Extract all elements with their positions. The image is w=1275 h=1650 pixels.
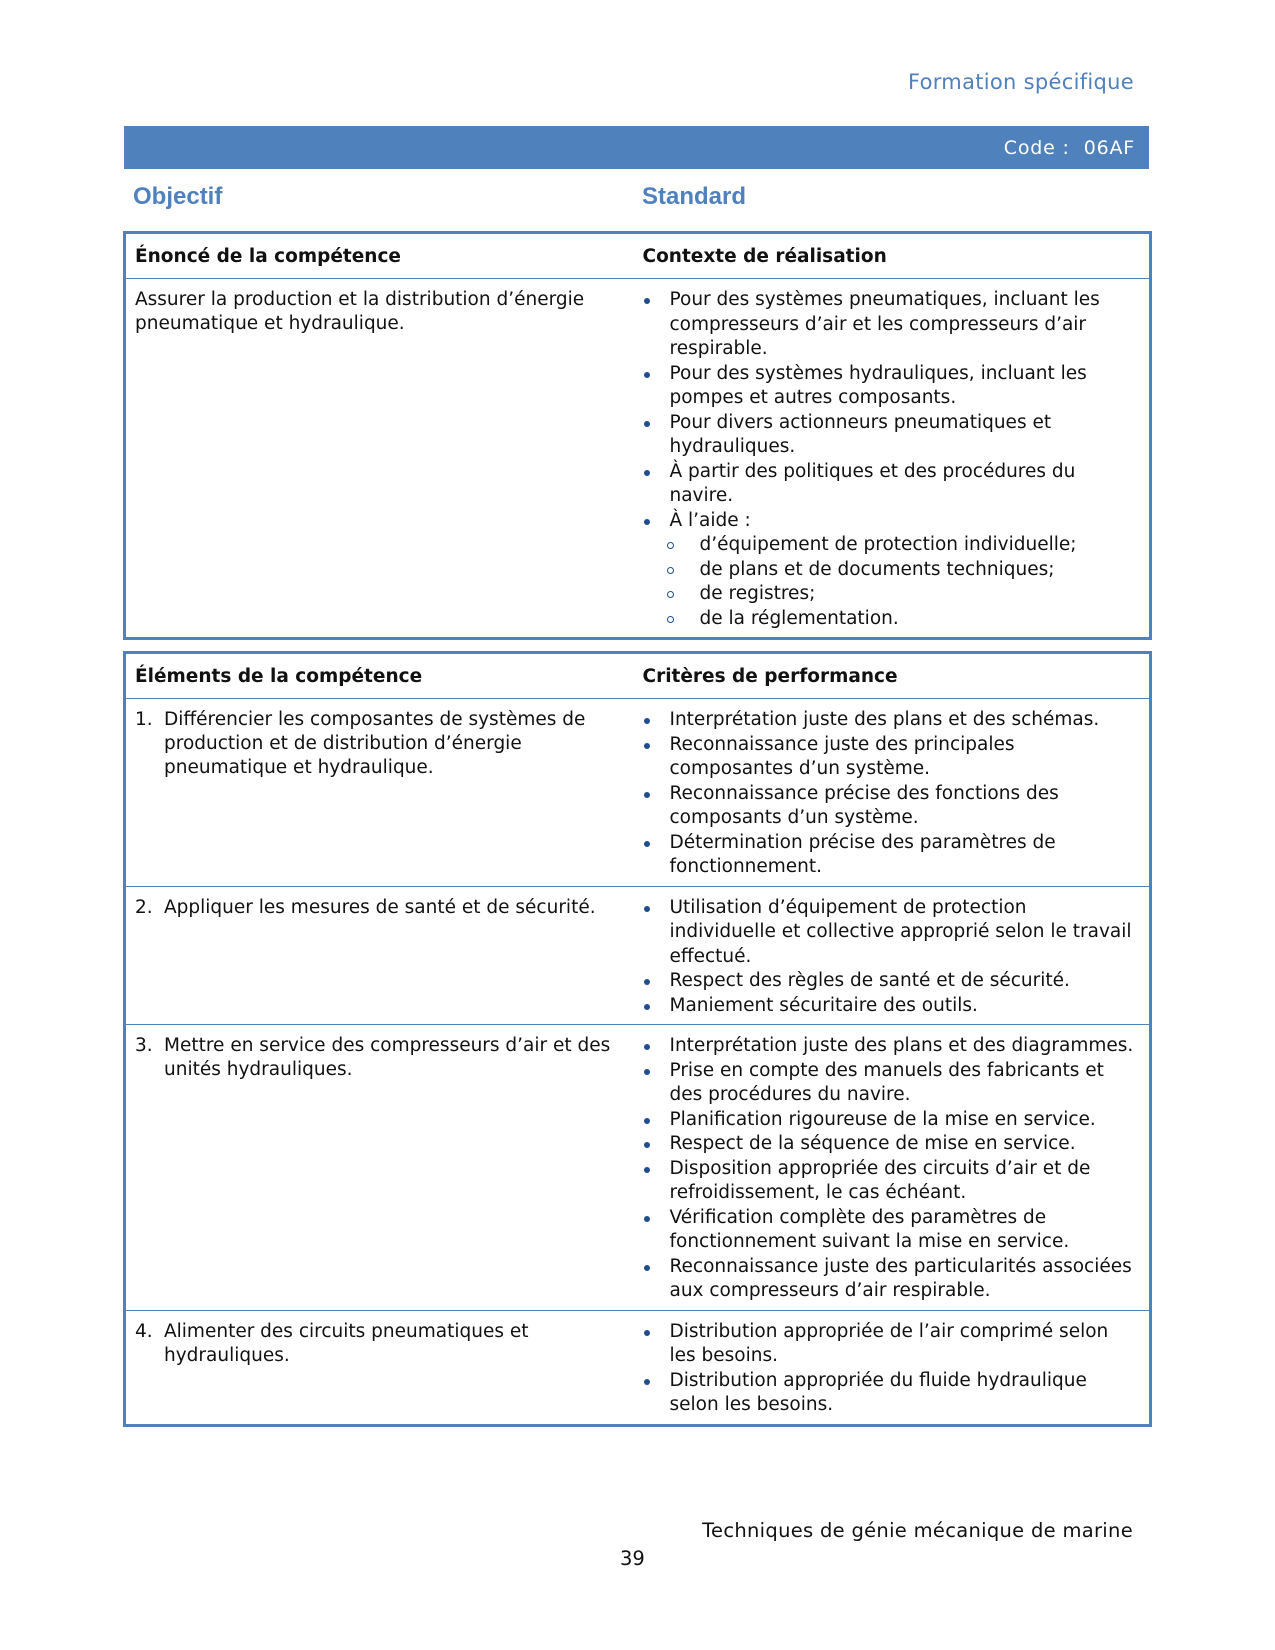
bullet-icon <box>644 1142 650 1148</box>
list-item: Reconnaissance juste des principales composantes d’un système. <box>634 733 1138 782</box>
objectif-heading: Objectif <box>133 183 223 210</box>
bullet-icon <box>644 718 650 724</box>
list-item: À partir des politiques et des procédures du navire. <box>634 460 1138 509</box>
list-item: Utilisation d’équipement de protection individuelle et collective approprié selon le travail effectué. <box>634 896 1138 970</box>
circle-bullet-icon <box>667 567 674 574</box>
bullet-icon <box>644 470 650 476</box>
footer-program-title: Techniques de génie mécanique de marine <box>702 1519 1133 1542</box>
competence-elements-table <box>123 651 1152 1427</box>
list-item: Reconnaissance précise des fonctions des composants d’un système. <box>634 782 1138 831</box>
code-banner <box>124 126 1149 169</box>
element-item: 2. Appliquer les mesures de santé et de sécurité. <box>135 896 596 918</box>
context-sublist <box>634 533 1138 631</box>
context-list <box>634 288 1138 533</box>
table-row <box>125 886 1151 1025</box>
statement-header: Énoncé de la compétence <box>125 233 634 279</box>
bullet-icon <box>644 298 650 304</box>
list-item: Pour des systèmes hydrauliques, incluant les pompes et autres composants. <box>634 362 1138 411</box>
bullet-icon <box>644 1167 650 1173</box>
context-header: Contexte de réalisation <box>634 233 1151 279</box>
bullet-icon <box>644 1118 650 1124</box>
sub-list-item: d’équipement de protection individuelle; <box>634 533 1138 558</box>
circle-bullet-icon <box>667 616 674 623</box>
table-row <box>125 279 1151 639</box>
list-item: Disposition appropriée des circuits d’air et de refroidissement, le cas échéant. <box>634 1157 1138 1206</box>
competence-statement-table <box>123 231 1152 640</box>
sub-list-item: de plans et de documents techniques; <box>634 558 1138 583</box>
circle-bullet-icon <box>667 542 674 549</box>
criteria-list <box>634 1320 1138 1418</box>
bullet-icon <box>644 743 650 749</box>
page-number: 39 <box>620 1547 645 1570</box>
element-item: 4. Alimenter des circuits pneumatiques et hydrauliques. <box>135 1320 529 1366</box>
competence-statement: Assurer la production et la distribution d’énergie pneumatique et hydraulique. <box>135 289 585 334</box>
list-item: Maniement sécuritaire des outils. <box>634 994 1138 1019</box>
criteria-list <box>634 896 1138 1019</box>
elements-header: Éléments de la compétence <box>125 653 634 699</box>
bullet-icon <box>644 519 650 525</box>
list-item: Prise en compte des manuels des fabricants et des procédures du navire. <box>634 1059 1138 1108</box>
table-header-row <box>125 653 1151 699</box>
list-item: Planification rigoureuse de la mise en service. <box>634 1108 1138 1133</box>
bullet-icon <box>644 792 650 798</box>
document-section-title: Formation spécifique <box>907 70 1134 94</box>
list-item: Pour divers actionneurs pneumatiques et hydrauliques. <box>634 411 1138 460</box>
table-row <box>125 1025 1151 1311</box>
list-item: À l’aide : <box>634 509 1138 534</box>
bullet-icon <box>644 1265 650 1271</box>
criteria-header: Critères de performance <box>634 653 1151 699</box>
bullet-icon <box>644 841 650 847</box>
standard-heading: Standard <box>642 183 747 210</box>
sub-list-item: de la réglementation. <box>634 607 1138 632</box>
element-item: 3. Mettre en service des compresseurs d’air et des unités hydrauliques. <box>135 1035 611 1080</box>
list-item: Reconnaissance juste des particularités associées aux compresseurs d’air respirable. <box>634 1255 1138 1304</box>
element-item: 1. Différencier les composantes de systèmes de production et de distribution d’énergie pneumatique et hydraulique. <box>135 709 586 778</box>
list-item: Interprétation juste des plans et des schémas. <box>634 708 1138 733</box>
bullet-icon <box>644 1330 650 1336</box>
table-row <box>125 699 1151 887</box>
list-item: Distribution appropriée du fluide hydraulique selon les besoins. <box>634 1369 1138 1418</box>
bullet-icon <box>644 421 650 427</box>
section-headings <box>124 183 1149 219</box>
table-header-row <box>125 233 1151 279</box>
list-item: Respect des règles de santé et de sécurité. <box>634 969 1138 994</box>
sub-list-item: de registres; <box>634 582 1138 607</box>
criteria-list <box>634 708 1138 880</box>
bullet-icon <box>644 372 650 378</box>
bullet-icon <box>644 979 650 985</box>
list-item: Vérification complète des paramètres de fonctionnement suivant la mise en service. <box>634 1206 1138 1255</box>
code-value: 06AF <box>1083 136 1135 159</box>
list-item: Interprétation juste des plans et des diagrammes. <box>634 1034 1138 1059</box>
bullet-icon <box>644 1069 650 1075</box>
list-item: Distribution appropriée de l’air comprimé selon les besoins. <box>634 1320 1138 1369</box>
code-label: Code : <box>1003 136 1070 159</box>
bullet-icon <box>644 1004 650 1010</box>
list-item: Respect de la séquence de mise en service. <box>634 1132 1138 1157</box>
circle-bullet-icon <box>667 591 674 598</box>
list-item: Détermination précise des paramètres de fonctionnement. <box>634 831 1138 880</box>
bullet-icon <box>644 1044 650 1050</box>
bullet-icon <box>644 906 650 912</box>
bullet-icon <box>644 1216 650 1222</box>
criteria-list <box>634 1034 1138 1304</box>
table-row <box>125 1310 1151 1425</box>
list-item: Pour des systèmes pneumatiques, incluant les compresseurs d’air et les compresseurs d’air respirable. <box>634 288 1138 362</box>
bullet-icon <box>644 1379 650 1385</box>
